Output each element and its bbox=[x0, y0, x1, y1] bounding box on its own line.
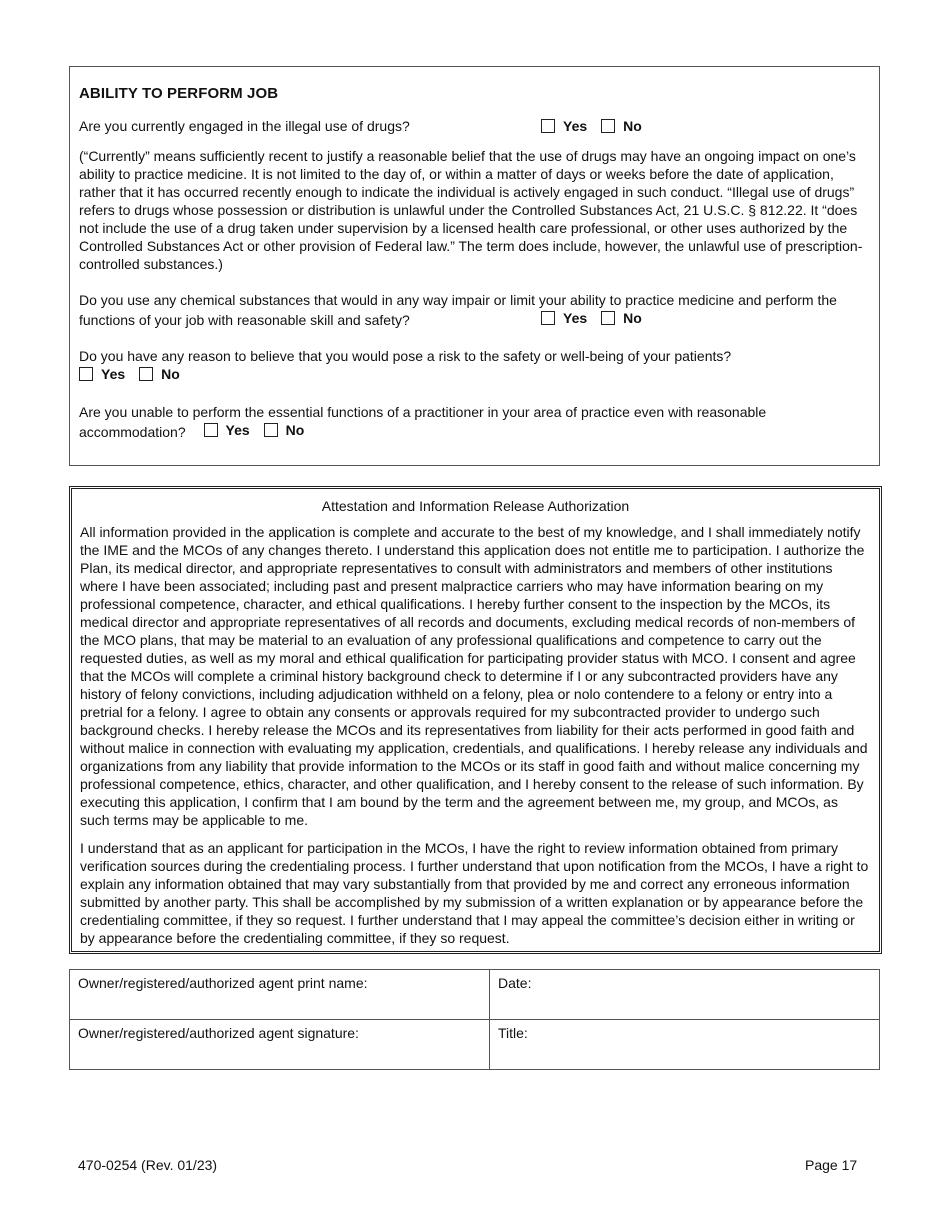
attestation-title: Attestation and Information Release Authorization bbox=[321, 498, 630, 514]
yes-checkbox[interactable] bbox=[79, 367, 93, 381]
question-illegal-drugs bbox=[79, 117, 870, 135]
signature-table bbox=[69, 969, 880, 1070]
yes-no-group bbox=[79, 365, 180, 383]
yes-label: Yes bbox=[225, 422, 250, 438]
signature-field[interactable] bbox=[70, 1020, 490, 1070]
form-number: 470-0254 (Rev. 01/23) bbox=[78, 1157, 218, 1173]
yes-label: Yes bbox=[563, 118, 588, 134]
no-checkbox[interactable] bbox=[264, 423, 278, 437]
yes-checkbox[interactable] bbox=[204, 423, 218, 437]
no-label: No bbox=[161, 366, 180, 382]
no-checkbox[interactable] bbox=[601, 119, 615, 133]
attestation-paragraph-2: I understand that as an applicant for participation in the MCOs, I have the right to review information obtained from primary verification sources during the credentialing process. I further understand that upon notification from the MCOs, I have a right to explain any information obtained that may vary substantially from that provided by me and correct any erroneous information submitted by another party. This shall be accomplished by my submission of a written explanation or by appearance before the credentialing committee, if they so request. I further understand that I may appeal the committee’s decision either in writing or by appearance before the credentialing committee, if they so request. bbox=[80, 840, 869, 946]
yes-checkbox[interactable] bbox=[541, 119, 555, 133]
date-field[interactable] bbox=[490, 970, 880, 1020]
title-label: Title: bbox=[498, 1025, 528, 1041]
question-text-line2: accommodation? bbox=[79, 424, 186, 440]
section-heading: ABILITY TO PERFORM JOB bbox=[79, 85, 279, 102]
question-text-line2: functions of your job with reasonable skill and safety? bbox=[79, 312, 410, 328]
title-field[interactable] bbox=[490, 1020, 880, 1070]
yes-no-group bbox=[541, 117, 642, 135]
no-checkbox[interactable] bbox=[139, 367, 153, 381]
attestation-section bbox=[69, 486, 882, 954]
yes-checkbox[interactable] bbox=[541, 311, 555, 325]
question-essential-functions bbox=[79, 403, 870, 441]
question-text-line1: Do you use any chemical substances that would in any way impair or limit your ability to practice medicine and perform the bbox=[79, 292, 837, 308]
no-label: No bbox=[623, 310, 642, 326]
yes-label: Yes bbox=[101, 366, 126, 382]
question-chemical-substances bbox=[79, 291, 870, 329]
no-label: No bbox=[285, 422, 305, 438]
definition-paragraph: (“Currently” means sufficiently recent to justify a reasonable belief that the use of drugs may have an ongoing impact on one’s ability to practice medicine. It is not limited to the day of, or within a matter of days or weeks before the date of application, rather that it has occurred recently enough to indicate the individual is actively engaged in such conduct. “Illegal use of drugs” refers to drugs whose possession or distribution is unlawful under the Controlled Substances Act, 21 U.S.C. § 812.22. It “does not include the use of a drug taken under supervision by a licensed health care professional, or other uses authorized by the Controlled Substances Act or other provision of Federal law.” The term does include, however, the unlawful use of prescription-controlled substances.) bbox=[79, 148, 863, 272]
no-label: No bbox=[623, 118, 642, 134]
no-checkbox[interactable] bbox=[601, 311, 615, 325]
page-number: Page 17 bbox=[805, 1157, 858, 1173]
yes-label: Yes bbox=[563, 310, 588, 326]
date-label: Date: bbox=[498, 975, 532, 991]
yes-no-group bbox=[541, 309, 642, 327]
question-text-line1: Are you unable to perform the essential functions of a practitioner in your area of practice even with reasonable bbox=[79, 404, 767, 420]
question-patient-risk bbox=[79, 347, 870, 385]
attestation-paragraph-1: All information provided in the application is complete and accurate to the best of my knowledge, and I shall immediately notify the IME and the MCOs of any changes thereto. I understand this application does not entitle me to participation. I authorize the Plan, its medical director, and appropriate representatives to consult with administrators and members of other institutions where I have been associated; including past and present malpractice carriers who may have information bearing on my professional competence, character, and ethical qualifications. I hereby further consent to the inspection by the MCOs, its medical director and appropriate representatives of all records and documents, excluding medical records of non-members of the MCO plans, that may be material to an evaluation of any professional qualifications and competence to carry out the requested duties, as well as my moral and ethical qualification for participating provider status with MCO. I consent and agree that the MCOs will complete a criminal history background check to determine if I or any subcontracted providers have any history of felony convictions, including adjudication withheld on a felony, plea or nolo contendere to a felony or entry into a pretrial for a felony. I agree to obtain any consents or approvals required for my subcontracted provider to undergo such background checks. I hereby release the MCOs and its representatives from liability for their acts performed in good faith and without malice in connection with evaluating my application, credentials, and qualifications. I hereby release any individuals and organizations from any liability that provide information to the MCOs or its staff in good faith and without malice concerning my professional competence, ethics, character, and other qualification, and I hereby consent to the release of such information. By executing this application, I confirm that I am bound by the term and the agreement between me, my group, and MCOs, as such terms may be applicable to me. bbox=[80, 524, 868, 828]
yes-no-group bbox=[204, 421, 305, 439]
signature-row bbox=[70, 970, 880, 1020]
signature-label: Owner/registered/authorized agent signature: bbox=[78, 1025, 359, 1041]
signature-row bbox=[70, 1020, 880, 1070]
question-text: Are you currently engaged in the illegal use of drugs? bbox=[79, 118, 410, 134]
print-name-field[interactable] bbox=[70, 970, 490, 1020]
print-name-label: Owner/registered/authorized agent print name: bbox=[78, 975, 368, 991]
ability-to-perform-job-section bbox=[69, 66, 880, 466]
question-text: Do you have any reason to believe that you would pose a risk to the safety or well-being of your patients? bbox=[79, 348, 732, 364]
